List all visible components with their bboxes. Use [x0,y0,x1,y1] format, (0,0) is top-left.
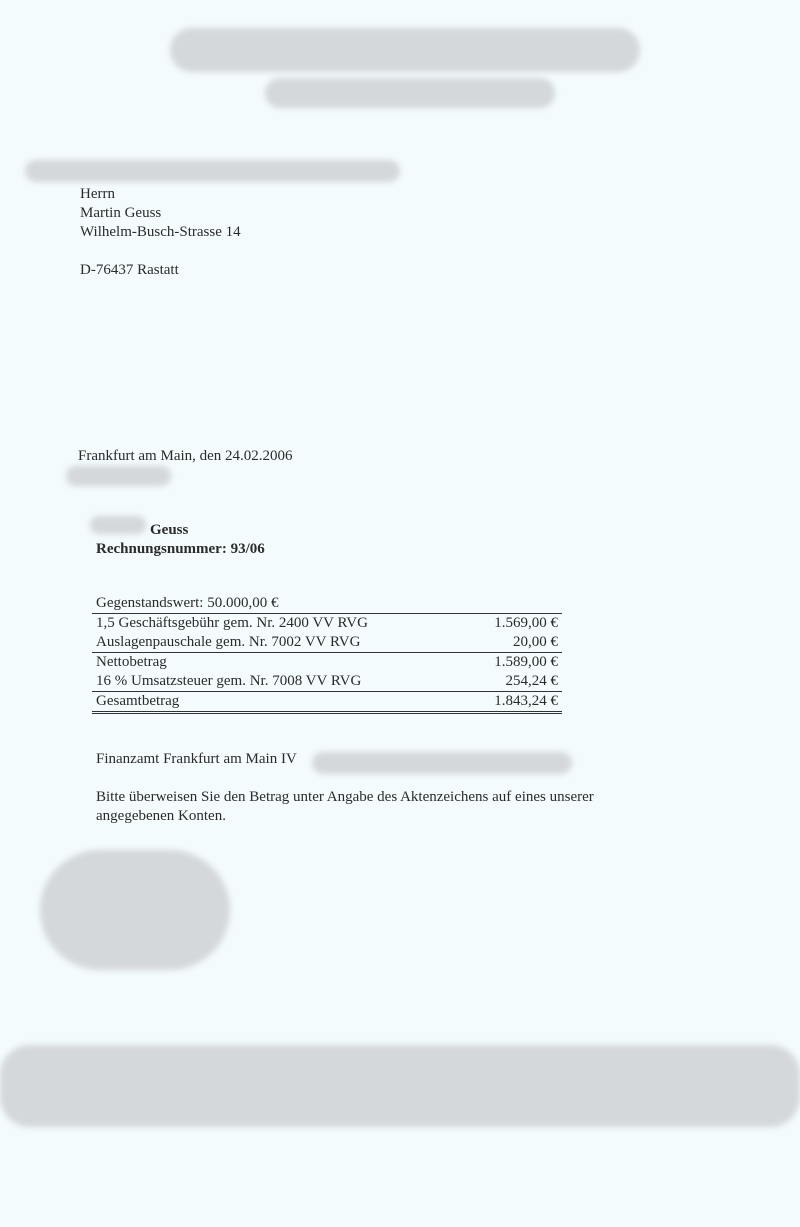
redaction-sender-line [25,160,400,182]
vat-label: 16 % Umsatzsteuer gem. Nr. 7008 VV RVG [96,673,362,689]
recipient-salutation: Herrn [80,186,115,202]
redaction-footer [0,1045,800,1127]
redaction-signature [40,850,230,970]
redaction-first-name [90,516,146,534]
closing-line-1: Bitte überweisen Sie den Betrag unter Angabe des Aktenzeichens auf eines unserer [96,789,594,805]
value-label: Gegenstandswert: 50.000,00 € [96,595,279,611]
item-label: 1,5 Geschäftsgebühr gem. Nr. 2400 VV RVG [96,615,368,631]
vat-row [92,672,562,692]
recipient-city: D-76437 Rastatt [80,262,179,278]
vat-amount: 254,24 € [505,673,558,689]
net-label: Nettobetrag [96,654,167,670]
item-amount: 1.569,00 € [494,615,558,631]
invoice-number: Rechnungsnummer: 93/06 [96,541,265,557]
net-amount: 1.589,00 € [494,654,558,670]
subject-name: Geuss [150,522,189,538]
total-label: Gesamtbetrag [96,693,180,709]
recipient-street: Wilhelm-Busch-Strasse 14 [80,224,241,240]
recipient-name: Martin Geuss [80,205,162,221]
value-row [92,594,562,614]
invoice-table [92,594,562,714]
table-row [92,614,562,633]
redaction-tax-number [312,752,572,774]
redaction-reference [66,466,171,486]
total-row [92,692,562,714]
redaction-header-2 [265,78,555,108]
item-label: Auslagenpauschale gem. Nr. 7002 VV RVG [96,634,361,650]
net-row [92,653,562,672]
closing-line-2: angegebenen Konten. [96,808,226,824]
date-line: Frankfurt am Main, den 24.02.2006 [78,448,293,464]
redaction-header [170,28,640,72]
table-row [92,633,562,653]
item-amount: 20,00 € [513,634,558,650]
tax-office: Finanzamt Frankfurt am Main IV [96,751,297,767]
total-amount: 1.843,24 € [494,693,558,709]
